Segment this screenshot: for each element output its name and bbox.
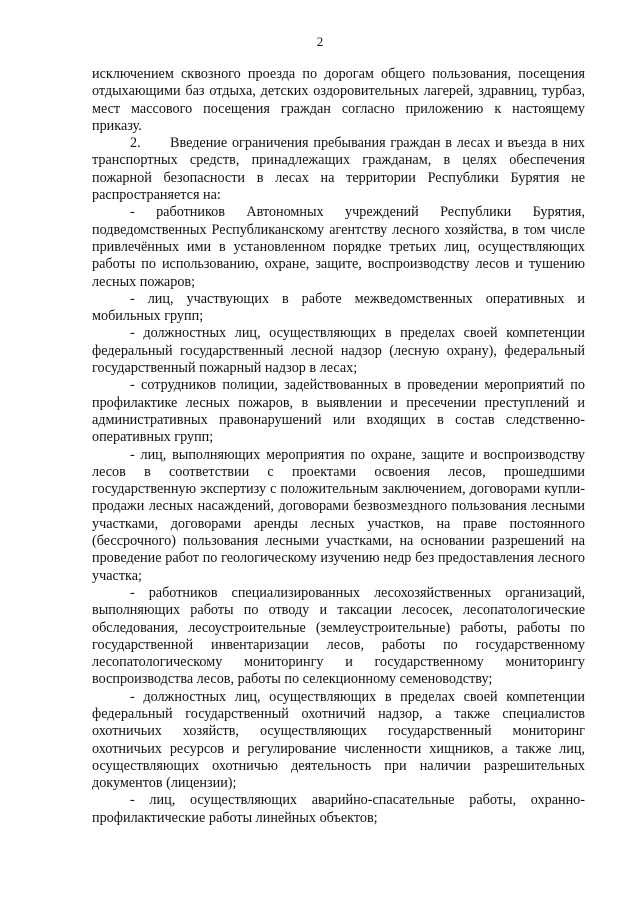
paragraph-number: 2. — [130, 135, 141, 152]
list-item-forest-workers: - работников Автономных учреждений Республики Бурятия, подведомственных Республиканскому агентству лесного хозяйства, в том числе привлечённых ими в установленном порядке третьих лиц, осуществляющих работы по использованию, охране, защите, воспроизводству лесов и тушению лесных пожаров; — [92, 204, 585, 290]
list-item-forest-supervision: - должностных лиц, осуществляющих в пределах своей компетенции федеральный государственный лесной надзор (лесную охрану), федеральный государственный пожарный надзор в лесах; — [92, 325, 585, 377]
list-item-hunting-supervision: - должностных лиц, осуществляющих в пределах своей компетенции федеральный государственный охотничий надзор, а также специалистов охотничьих хозяйств, осуществляющих государственный мониторинг охотничьих ресурсов и регулирование численности хищников, а также лиц, осуществляющих охотничью деятельность при наличии разрешительных документов (лицензии); — [92, 688, 585, 792]
document-body — [92, 66, 585, 829]
paragraph-text: Введение ограничения пребывания граждан в лесах и въезда в них транспортных средств, принадлежащих гражданам, в целях обеспечения пожарной безопасности в лесах на территории Республики Бурятия не распространяется на: — [92, 135, 585, 204]
list-item-rescue-works: - лиц, осуществляющих аварийно-спасательные работы, охранно-профилактические работы линейных объектов; — [92, 792, 585, 826]
list-item-forest-projects: - лиц, выполняющих мероприятия по охране, защите и воспроизводству лесов в соответствии с проектами освоения лесов, прошедшими государственную экспертизу с положительным заключением, договорами купли-продажи лесных насаждений, договорами безвозмездного пользования лесными участками, договорами аренды лесных участков, на праве постоянного (бессрочного) пользования лесными участками, на основании разрешений на проведение работ по геологическому изучению недр без предоставления лесного участка; — [92, 446, 585, 584]
paragraph-numbered-2 — [92, 135, 585, 204]
list-item-interagency-groups: - лиц, участвующих в работе межведомственных оперативных и мобильных групп; — [92, 290, 585, 325]
paragraph-continuation: исключением сквозного проезда по дорогам общего пользования, посещения отдыхающими баз отдыха, детских оздоровительных лагерей, здравниц, турбаз, мест массового посещения граждан согласно приложению к настоящему приказу. — [92, 66, 585, 134]
list-item-police: - сотрудников полиции, задействованных в проведении мероприятий по профилактике лесных пожаров, в выявлении и пресечении преступлений и административных правонарушений или входящих в состав следственно-оперативных групп; — [92, 377, 585, 446]
list-item-specialized-organizations: - работников специализированных лесохозяйственных организаций, выполняющих работы по отводу и таксации лесосек, лесопатологические обследования, лесоустроительные (землеустроительные) работы, работы по государственной инвентаризации лесов, работы по государственному лесопатологическому мониторингу и государственному мониторингу воспроизводства лесов, работы по селекционному семеноводству; — [92, 584, 585, 688]
page-number: 2 — [316, 34, 324, 49]
